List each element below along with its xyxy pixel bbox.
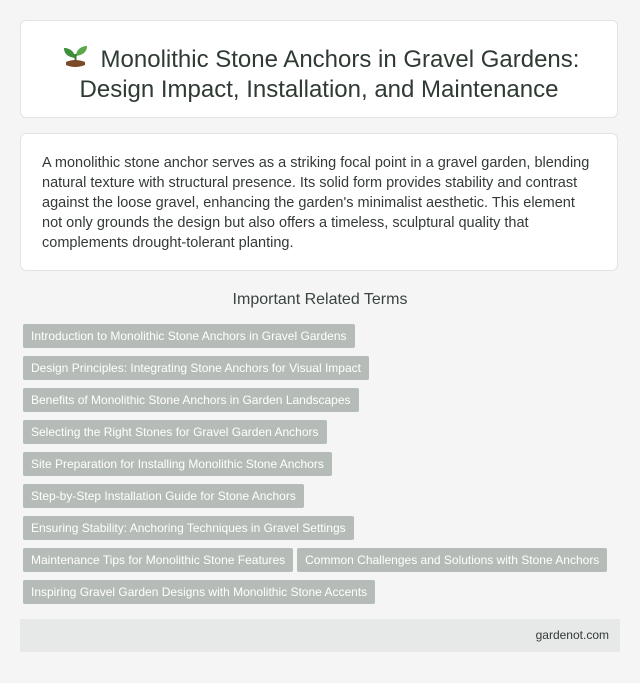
- term-tag[interactable]: Site Preparation for Installing Monolithic Stone Anchors: [23, 452, 332, 476]
- term-tag[interactable]: Common Challenges and Solutions with Stone Anchors: [297, 548, 607, 572]
- title-label: Monolithic Stone Anchors in Gravel Gardens: Design Impact, Installation, and Maintenance: [79, 46, 580, 103]
- summary-card: [20, 133, 618, 271]
- term-tag[interactable]: Benefits of Monolithic Stone Anchors in Garden Landscapes: [23, 388, 359, 412]
- footer: [20, 619, 620, 652]
- term-tag[interactable]: Design Principles: Integrating Stone Anchors for Visual Impact: [23, 356, 369, 380]
- term-tag[interactable]: Ensuring Stability: Anchoring Techniques in Gravel Settings: [23, 516, 354, 540]
- term-tag[interactable]: Step-by-Step Installation Guide for Stone Anchors: [23, 484, 304, 508]
- summary-text: A monolithic stone anchor serves as a striking focal point in a gravel garden, blending natural texture with structural presence. Its solid form provides stability and contrast against the loose gravel, enhancing the garden's minimalist aesthetic. This element not only grounds the design but also offers a timeless, sculptural quality that complements drought-tolerant planting.: [42, 155, 590, 251]
- term-tag[interactable]: Introduction to Monolithic Stone Anchors in Gravel Gardens: [23, 324, 355, 348]
- seedling-icon: [59, 45, 93, 69]
- related-terms-list: [23, 324, 623, 612]
- page-title: [21, 45, 617, 105]
- term-tag[interactable]: Maintenance Tips for Monolithic Stone Features: [23, 548, 293, 572]
- term-tag[interactable]: Inspiring Gravel Garden Designs with Monolithic Stone Accents: [23, 580, 375, 604]
- footer-site-link[interactable]: gardenot.com: [535, 628, 609, 642]
- title-card: [20, 20, 618, 118]
- related-terms-heading: Important Related Terms: [232, 291, 408, 308]
- term-tag[interactable]: Selecting the Right Stones for Gravel Garden Anchors: [23, 420, 327, 444]
